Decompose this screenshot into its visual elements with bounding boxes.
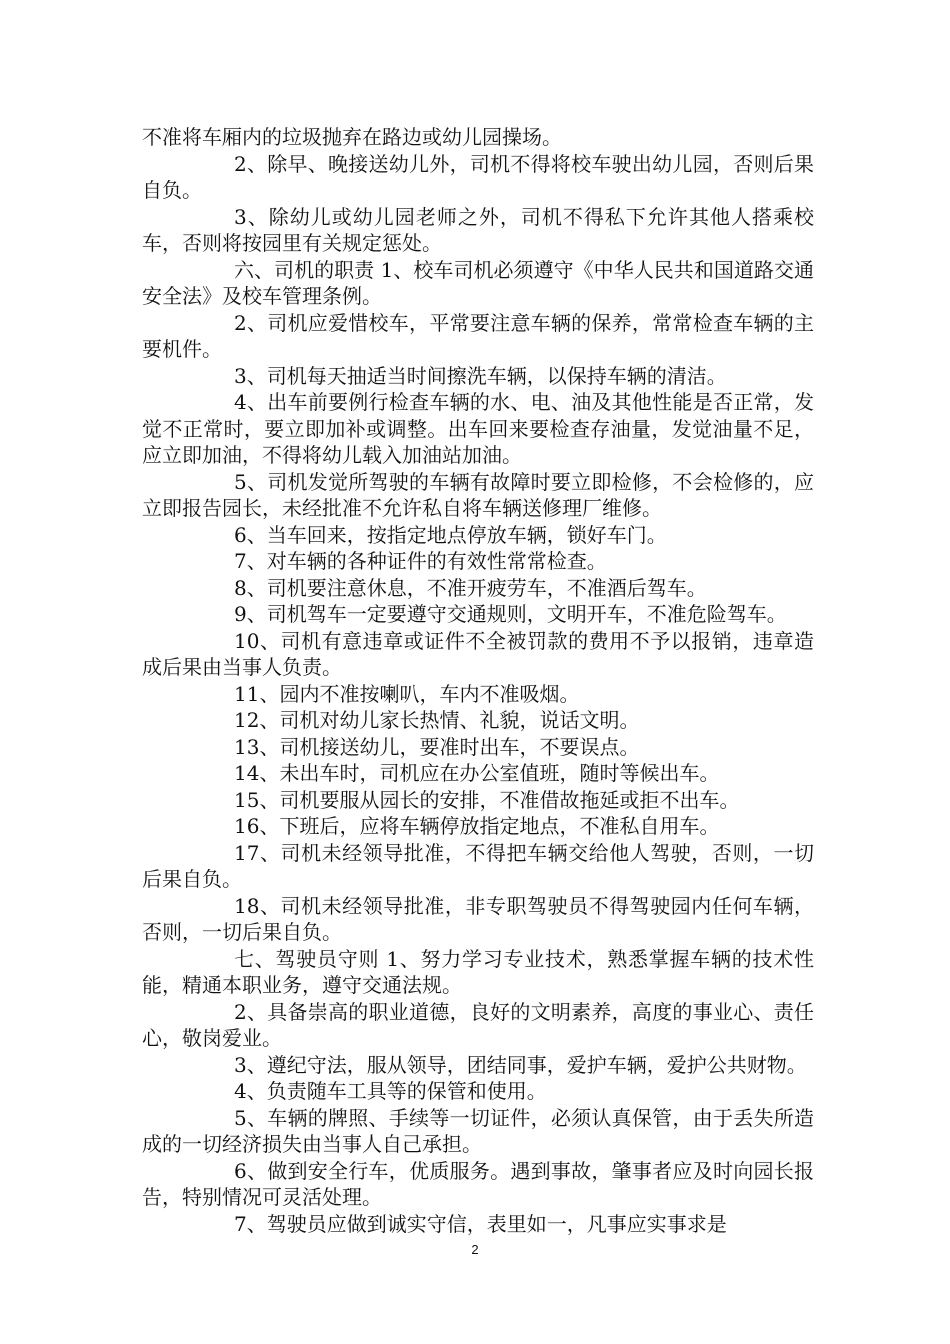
- paragraph-19: 16、下班后，应将车辆停放指定地点，不准私自用车。: [234, 814, 720, 838]
- paragraph-2: 2、除早、晚接送幼儿外，司机不得将校车驶出幼儿园，否则后果自负。: [142, 151, 814, 202]
- paragraph-25: 4、负责随车工具等的保管和使用。: [234, 1079, 547, 1103]
- paragraph-20: 17、司机未经领导批准，不得把车辆交给他人驾驶，否则，一切后果自负。: [142, 840, 814, 891]
- paragraph-28: 7、驾驶员应做到诚实守信，表里如一，凡事应实事求是: [234, 1211, 727, 1236]
- paragraph-10: 7、对车辆的各种证件的有效性常常检查。: [234, 549, 607, 573]
- page-number: 2: [471, 1242, 479, 1257]
- paragraph-16: 13、司机接送幼儿，要准时出车，不要误点。: [234, 734, 640, 759]
- paragraph-22: 七、驾驶员守则 1、努力学习专业技术，熟悉掌握车辆的技术性能，精通本职业务，遵守交通法规。: [142, 946, 814, 997]
- paragraph-12: 9、司机驾车一定要遵守交通规则，文明开车，不准危险驾车。: [234, 602, 787, 626]
- paragraph-4: 六、司机的职责 1、校车司机必须遵守《中华人民共和国道路交通安全法》及校车管理条例。: [142, 257, 814, 308]
- paragraph-15: 12、司机对幼儿家长热情、礼貌，说话文明。: [234, 708, 640, 732]
- paragraph-7: 4、出车前要例行检查车辆的水、电、油及其他性能是否正常，发觉不正常时，要立即加补或调整。出车回来要检查存油量，发觉油量不足，应立即加油，不得将幼儿载入加油站加油。: [142, 390, 814, 467]
- paragraph-8: 5、司机发觉所驾驶的车辆有故障时要立即检修，不会检修的，应立即报告园长，未经批准不允许私自将车辆送修理厂维修。: [142, 469, 814, 520]
- document-body: [142, 124, 814, 1237]
- paragraph-14: 11、园内不准按喇叭，车内不准吸烟。: [234, 681, 580, 706]
- paragraph-21: 18、司机未经领导批准，非专职驾驶员不得驾驶园内任何车辆，否则，一切后果自负。: [142, 893, 814, 944]
- paragraph-5: 2、司机应爱惜校车，平常要注意车辆的保养，常常检查车辆的主要机件。: [142, 310, 814, 361]
- paragraph-11: 8、司机要注意休息，不准开疲劳车，不准酒后驾车。: [234, 575, 707, 600]
- paragraph-18: 15、司机要服从园长的安排，不准借故拖延或拒不出车。: [234, 787, 740, 812]
- paragraph-17: 14、未出车时，司机应在办公室值班，随时等候出车。: [234, 761, 720, 785]
- paragraph-9: 6、当车回来，按指定地点停放车辆，锁好车门。: [234, 522, 667, 547]
- paragraph-24: 3、遵纪守法，服从领导，团结同事，爱护车辆，爱护公共财物。: [234, 1052, 807, 1077]
- paragraph-1: 不准将车厢内的垃圾抛弃在路边或幼儿园操场。: [142, 125, 562, 149]
- paragraph-3: 3、除幼儿或幼儿园老师之外，司机不得私下允许其他人搭乘校车，否则将按园里有关规定惩处。: [142, 204, 814, 255]
- paragraph-13: 10、司机有意违章或证件不全被罚款的费用不予以报销，违章造成后果由当事人负责。: [142, 628, 814, 679]
- paragraph-6: 3、司机每天抽适当时间擦洗车辆，以保持车辆的清洁。: [234, 363, 727, 388]
- paragraph-27: 6、做到安全行车，优质服务。遇到事故，肇事者应及时向园长报告，特别情况可灵活处理。: [142, 1158, 814, 1209]
- paragraph-26: 5、车辆的牌照、手续等一切证件，必须认真保管，由于丢失所造成的一切经济损失由当事人自己承担。: [142, 1105, 814, 1156]
- paragraph-23: 2、具备崇高的职业道德，良好的文明素养，高度的事业心、责任心，敬岗爱业。: [142, 999, 814, 1050]
